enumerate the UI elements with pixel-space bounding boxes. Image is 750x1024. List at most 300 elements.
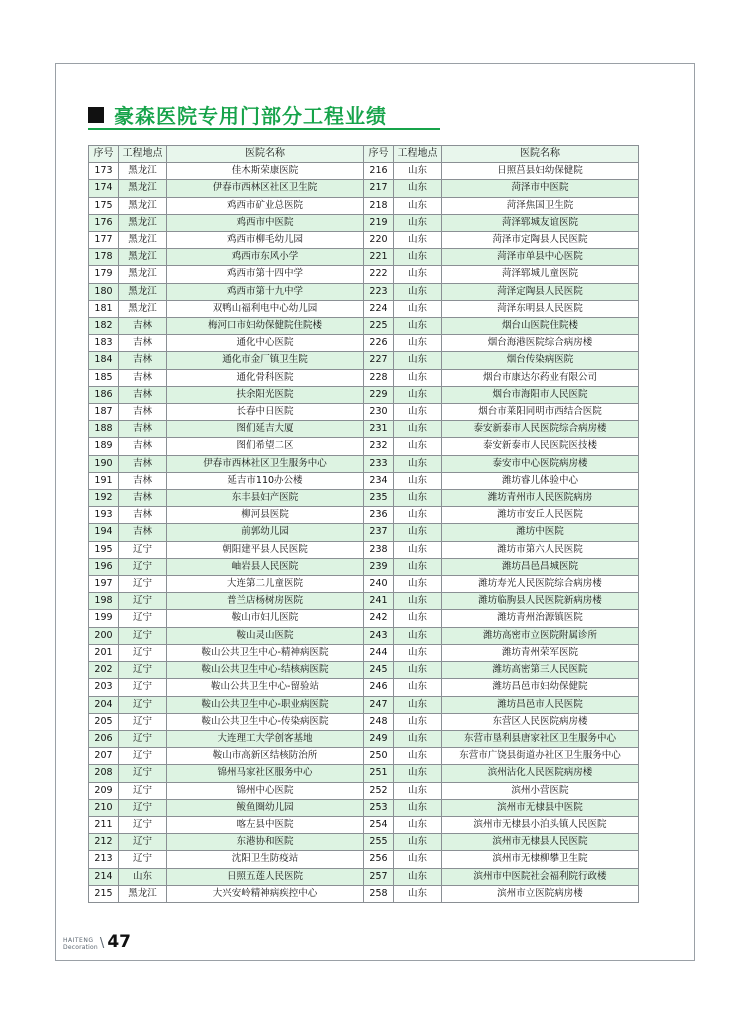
cell-index-right: 240: [364, 576, 394, 593]
cell-index-right: 234: [364, 472, 394, 489]
cell-index-right: 254: [364, 816, 394, 833]
cell-index-left: 180: [89, 283, 119, 300]
cell-location-right: 山东: [394, 662, 442, 679]
cell-location-right: 山东: [394, 730, 442, 747]
header-cell-hospital-left: 医院名称: [167, 146, 364, 163]
table-row: [89, 163, 639, 180]
cell-hospital-right: 潍坊临朐县人民医院新病房楼: [442, 593, 639, 610]
cell-location-right: 山东: [394, 197, 442, 214]
cell-location-left: 黑龙江: [119, 180, 167, 197]
cell-location-left: 辽宁: [119, 816, 167, 833]
cell-hospital-left: 鸡西市中医院: [167, 214, 364, 231]
table-row: [89, 834, 639, 851]
header-cell-hospital-right: 医院名称: [442, 146, 639, 163]
table-row: [89, 352, 639, 369]
cell-location-right: 山东: [394, 799, 442, 816]
table-row: [89, 885, 639, 902]
cell-index-right: 242: [364, 610, 394, 627]
cell-hospital-left: 伊春市西林社区卫生服务中心: [167, 455, 364, 472]
cell-index-left: 181: [89, 300, 119, 317]
cell-hospital-left: 岫岩县人民医院: [167, 558, 364, 575]
cell-location-left: 黑龙江: [119, 300, 167, 317]
square-bullet-icon: [88, 107, 104, 123]
cell-hospital-left: 鞍山公共卫生中心-职业病医院: [167, 696, 364, 713]
cell-location-right: 山东: [394, 507, 442, 524]
cell-index-right: 228: [364, 369, 394, 386]
cell-hospital-left: 大连理工大学创客基地: [167, 730, 364, 747]
table-row: [89, 868, 639, 885]
cell-location-left: 吉林: [119, 438, 167, 455]
table-row: [89, 249, 639, 266]
table-header-row: [89, 146, 639, 163]
cell-hospital-right: 菏泽市中医院: [442, 180, 639, 197]
cell-location-right: 山东: [394, 386, 442, 403]
cell-index-right: 245: [364, 662, 394, 679]
footer-slash: \: [99, 936, 105, 951]
cell-hospital-right: 潍坊寿光人民医院综合病房楼: [442, 576, 639, 593]
cell-index-left: 188: [89, 421, 119, 438]
cell-location-right: 山东: [394, 232, 442, 249]
cell-location-left: 辽宁: [119, 713, 167, 730]
cell-index-left: 194: [89, 524, 119, 541]
cell-location-left: 吉林: [119, 472, 167, 489]
cell-location-left: 辽宁: [119, 765, 167, 782]
cell-hospital-right: 潍坊昌邑昌城医院: [442, 558, 639, 575]
cell-hospital-right: 滨州市立医院病房楼: [442, 885, 639, 902]
cell-location-right: 山东: [394, 885, 442, 902]
cell-location-right: 山东: [394, 438, 442, 455]
cell-location-left: 山东: [119, 868, 167, 885]
cell-index-right: 233: [364, 455, 394, 472]
cell-index-left: 177: [89, 232, 119, 249]
cell-index-left: 199: [89, 610, 119, 627]
cell-index-right: 223: [364, 283, 394, 300]
cell-hospital-right: 菏泽焦国卫生院: [442, 197, 639, 214]
cell-location-left: 吉林: [119, 335, 167, 352]
cell-hospital-right: 东营市垦利县唐家社区卫生服务中心: [442, 730, 639, 747]
cell-hospital-left: 东港协和医院: [167, 834, 364, 851]
cell-location-left: 辽宁: [119, 558, 167, 575]
cell-index-left: 211: [89, 816, 119, 833]
cell-location-right: 山东: [394, 472, 442, 489]
cell-hospital-right: 菏泽东明县人民医院: [442, 300, 639, 317]
cell-hospital-left: 鸡西市第十四中学: [167, 266, 364, 283]
cell-hospital-left: 通化中心医院: [167, 335, 364, 352]
cell-index-right: 249: [364, 730, 394, 747]
cell-index-right: 243: [364, 627, 394, 644]
table-row: [89, 180, 639, 197]
cell-location-left: 吉林: [119, 490, 167, 507]
cell-hospital-right: 泰安新泰市人民医院综合病房楼: [442, 421, 639, 438]
table-row: [89, 214, 639, 231]
cell-index-right: 221: [364, 249, 394, 266]
cell-index-right: 255: [364, 834, 394, 851]
cell-location-right: 山东: [394, 765, 442, 782]
cell-index-right: 250: [364, 748, 394, 765]
cell-location-left: 黑龙江: [119, 283, 167, 300]
cell-index-left: 213: [89, 851, 119, 868]
cell-hospital-right: 滨州沾化人民医院病房楼: [442, 765, 639, 782]
cell-index-left: 190: [89, 455, 119, 472]
cell-index-left: 176: [89, 214, 119, 231]
cell-index-right: 225: [364, 318, 394, 335]
header-cell-location-left: 工程地点: [119, 146, 167, 163]
cell-index-left: 210: [89, 799, 119, 816]
table-row: [89, 610, 639, 627]
cell-index-right: 256: [364, 851, 394, 868]
cell-location-right: 山东: [394, 404, 442, 421]
cell-index-right: 241: [364, 593, 394, 610]
cell-hospital-left: 伊春市西林区社区卫生院: [167, 180, 364, 197]
cell-index-right: 230: [364, 404, 394, 421]
cell-location-left: 黑龙江: [119, 249, 167, 266]
cell-location-left: 吉林: [119, 369, 167, 386]
cell-location-right: 山东: [394, 610, 442, 627]
table-row: [89, 782, 639, 799]
cell-location-right: 山东: [394, 541, 442, 558]
cell-hospital-right: 潍坊市第六人民医院: [442, 541, 639, 558]
table-row: [89, 490, 639, 507]
table-row: [89, 300, 639, 317]
table-row: [89, 765, 639, 782]
cell-hospital-right: 潍坊市安丘人民医院: [442, 507, 639, 524]
cell-hospital-right: 烟台海港医院综合病房楼: [442, 335, 639, 352]
table-row: [89, 627, 639, 644]
logo-line-2: Decoration: [63, 944, 98, 951]
cell-hospital-left: 鞍山灵山医院: [167, 627, 364, 644]
table-row: [89, 644, 639, 661]
cell-hospital-right: 滨州小营医院: [442, 782, 639, 799]
cell-hospital-left: 大连第二儿童医院: [167, 576, 364, 593]
cell-index-left: 202: [89, 662, 119, 679]
cell-index-left: 204: [89, 696, 119, 713]
cell-location-left: 辽宁: [119, 730, 167, 747]
table-row: [89, 816, 639, 833]
cell-index-left: 196: [89, 558, 119, 575]
cell-location-right: 山东: [394, 335, 442, 352]
cell-index-right: 244: [364, 644, 394, 661]
cell-hospital-left: 锦州马家社区服务中心: [167, 765, 364, 782]
cell-hospital-left: 通化骨科医院: [167, 369, 364, 386]
cell-index-left: 215: [89, 885, 119, 902]
cell-hospital-right: 滨州市无棣县人民医院: [442, 834, 639, 851]
table-row: [89, 558, 639, 575]
cell-index-left: 212: [89, 834, 119, 851]
cell-index-left: 200: [89, 627, 119, 644]
cell-hospital-left: 大兴安岭精神病疾控中心: [167, 885, 364, 902]
cell-location-left: 吉林: [119, 386, 167, 403]
cell-hospital-right: 东营市广饶县街道办社区卫生服务中心: [442, 748, 639, 765]
cell-index-left: 209: [89, 782, 119, 799]
cell-hospital-left: 锦州中心医院: [167, 782, 364, 799]
cell-hospital-left: 喀左县中医院: [167, 816, 364, 833]
cell-index-right: 247: [364, 696, 394, 713]
cell-index-right: 222: [364, 266, 394, 283]
table-row: [89, 369, 639, 386]
cell-location-left: 吉林: [119, 421, 167, 438]
cell-hospital-right: 菏泽郓城友谊医院: [442, 214, 639, 231]
cell-location-right: 山东: [394, 180, 442, 197]
cell-index-left: 201: [89, 644, 119, 661]
table-row: [89, 335, 639, 352]
cell-location-left: 辽宁: [119, 799, 167, 816]
cell-index-right: 251: [364, 765, 394, 782]
table-row: [89, 541, 639, 558]
cell-location-left: 黑龙江: [119, 232, 167, 249]
cell-index-left: 205: [89, 713, 119, 730]
cell-index-left: 186: [89, 386, 119, 403]
cell-index-right: 257: [364, 868, 394, 885]
cell-location-left: 辽宁: [119, 541, 167, 558]
table-row: [89, 730, 639, 747]
cell-index-right: 253: [364, 799, 394, 816]
cell-hospital-left: 鸡西市第十九中学: [167, 283, 364, 300]
cell-hospital-left: 鞍山公共卫生中心-留验站: [167, 679, 364, 696]
cell-index-left: 192: [89, 490, 119, 507]
cell-hospital-left: 普兰店杨树房医院: [167, 593, 364, 610]
cell-location-right: 山东: [394, 576, 442, 593]
cell-location-left: 黑龙江: [119, 214, 167, 231]
cell-location-left: 辽宁: [119, 644, 167, 661]
cell-hospital-right: 潍坊中医院: [442, 524, 639, 541]
cell-index-right: 248: [364, 713, 394, 730]
cell-hospital-right: 潍坊青州荣军医院: [442, 644, 639, 661]
cell-hospital-right: 烟台山医院住院楼: [442, 318, 639, 335]
table-row: [89, 283, 639, 300]
table-row: [89, 679, 639, 696]
cell-hospital-right: 潍坊昌邑市人民医院: [442, 696, 639, 713]
table-row: [89, 507, 639, 524]
cell-location-right: 山东: [394, 283, 442, 300]
cell-index-right: 231: [364, 421, 394, 438]
cell-hospital-right: 滨州市中医院社会福利院行政楼: [442, 868, 639, 885]
cell-hospital-left: 鸡西市东风小学: [167, 249, 364, 266]
table-row: [89, 748, 639, 765]
cell-index-right: 239: [364, 558, 394, 575]
cell-hospital-left: 沈阳卫生防疫站: [167, 851, 364, 868]
table-row: [89, 851, 639, 868]
cell-hospital-right: 烟台传染病医院: [442, 352, 639, 369]
cell-location-right: 山东: [394, 713, 442, 730]
cell-index-left: 203: [89, 679, 119, 696]
cell-location-left: 吉林: [119, 524, 167, 541]
cell-location-right: 山东: [394, 318, 442, 335]
cell-hospital-left: 双鸭山福利电中心幼儿园: [167, 300, 364, 317]
table-row: [89, 472, 639, 489]
cell-location-left: 黑龙江: [119, 197, 167, 214]
cell-location-right: 山东: [394, 369, 442, 386]
cell-location-left: 吉林: [119, 352, 167, 369]
cell-index-right: 227: [364, 352, 394, 369]
cell-hospital-right: 烟台市海阳市人民医院: [442, 386, 639, 403]
table-body: [89, 163, 639, 903]
cell-hospital-right: 潍坊昌邑市妇幼保健院: [442, 679, 639, 696]
cell-hospital-left: 鞍山市妇儿医院: [167, 610, 364, 627]
cell-location-right: 山东: [394, 300, 442, 317]
cell-hospital-left: 鞍山市高新区结核防治所: [167, 748, 364, 765]
table-header: [89, 146, 639, 163]
table-row: [89, 662, 639, 679]
page-title: [88, 100, 387, 129]
cell-hospital-left: 通化市金厂镇卫生院: [167, 352, 364, 369]
cell-location-left: 辽宁: [119, 851, 167, 868]
page-title-text: 豪森医院专用门部分工程业绩: [114, 104, 387, 128]
cell-location-right: 山东: [394, 352, 442, 369]
cell-hospital-left: 扶余阳光医院: [167, 386, 364, 403]
cell-index-right: 220: [364, 232, 394, 249]
table-row: [89, 455, 639, 472]
cell-index-left: 208: [89, 765, 119, 782]
cell-hospital-left: 鸡西市矿业总医院: [167, 197, 364, 214]
table-row: [89, 696, 639, 713]
cell-index-left: 214: [89, 868, 119, 885]
table-row: [89, 232, 639, 249]
cell-index-left: 198: [89, 593, 119, 610]
cell-hospital-right: 潍坊青州市人民医院病房: [442, 490, 639, 507]
cell-location-left: 吉林: [119, 404, 167, 421]
cell-hospital-right: 菏泽郓城儿童医院: [442, 266, 639, 283]
cell-hospital-right: 菏泽市单县中心医院: [442, 249, 639, 266]
cell-location-left: 黑龙江: [119, 163, 167, 180]
cell-index-right: 229: [364, 386, 394, 403]
cell-hospital-right: 潍坊睿儿体验中心: [442, 472, 639, 489]
cell-location-right: 山东: [394, 696, 442, 713]
cell-hospital-right: 东营区人民医院病房楼: [442, 713, 639, 730]
cell-hospital-right: 滨州市无棣县小泊头镇人民医院: [442, 816, 639, 833]
cell-index-right: 217: [364, 180, 394, 197]
cell-index-left: 191: [89, 472, 119, 489]
cell-hospital-left: 柳河县医院: [167, 507, 364, 524]
cell-location-left: 黑龙江: [119, 885, 167, 902]
table-row: [89, 713, 639, 730]
cell-hospital-right: 菏泽市定陶县人民医院: [442, 232, 639, 249]
cell-location-right: 山东: [394, 266, 442, 283]
cell-index-left: 174: [89, 180, 119, 197]
cell-location-right: 山东: [394, 644, 442, 661]
cell-hospital-left: 东丰县妇产医院: [167, 490, 364, 507]
cell-index-left: 193: [89, 507, 119, 524]
cell-hospital-left: 鞍山公共卫生中心-结核病医院: [167, 662, 364, 679]
cell-hospital-left: 延吉市110办公楼: [167, 472, 364, 489]
cell-index-left: 185: [89, 369, 119, 386]
table-row: [89, 197, 639, 214]
cell-location-right: 山东: [394, 524, 442, 541]
cell-index-left: 189: [89, 438, 119, 455]
cell-index-right: 258: [364, 885, 394, 902]
cell-index-left: 187: [89, 404, 119, 421]
cell-index-right: 236: [364, 507, 394, 524]
cell-hospital-left: 图们延吉大厦: [167, 421, 364, 438]
cell-location-right: 山东: [394, 593, 442, 610]
cell-hospital-left: 长春中日医院: [167, 404, 364, 421]
cell-hospital-right: 潍坊高密市立医院附属诊所: [442, 627, 639, 644]
logo-line-1: HAITENG: [63, 937, 94, 944]
table-row: [89, 593, 639, 610]
cell-index-right: 252: [364, 782, 394, 799]
cell-hospital-right: 烟台市莱阳同明市西结合医院: [442, 404, 639, 421]
cell-hospital-right: 日照莒县妇幼保健院: [442, 163, 639, 180]
cell-location-left: 辽宁: [119, 679, 167, 696]
cell-location-right: 山东: [394, 679, 442, 696]
page-number: 47: [107, 932, 131, 952]
table-row: [89, 524, 639, 541]
cell-hospital-left: 梅河口市妇幼保健院住院楼: [167, 318, 364, 335]
cell-hospital-right: 泰安新泰市人民医院医技楼: [442, 438, 639, 455]
cell-index-left: 178: [89, 249, 119, 266]
cell-index-right: 226: [364, 335, 394, 352]
cell-location-left: 吉林: [119, 455, 167, 472]
cell-location-left: 辽宁: [119, 696, 167, 713]
table-row: [89, 386, 639, 403]
table-row: [89, 266, 639, 283]
table-row: [89, 576, 639, 593]
cell-location-right: 山东: [394, 163, 442, 180]
title-underline: [88, 128, 440, 130]
cell-location-right: 山东: [394, 816, 442, 833]
cell-index-left: 182: [89, 318, 119, 335]
cell-index-right: 238: [364, 541, 394, 558]
cell-location-right: 山东: [394, 455, 442, 472]
cell-hospital-right: 潍坊青州治源镇医院: [442, 610, 639, 627]
cell-location-right: 山东: [394, 782, 442, 799]
cell-index-left: 183: [89, 335, 119, 352]
cell-location-left: 辽宁: [119, 662, 167, 679]
cell-index-left: 179: [89, 266, 119, 283]
cell-index-right: 246: [364, 679, 394, 696]
cell-location-left: 吉林: [119, 318, 167, 335]
cell-location-left: 辽宁: [119, 593, 167, 610]
table-row: [89, 318, 639, 335]
cell-hospital-left: 图们希望二区: [167, 438, 364, 455]
cell-location-right: 山东: [394, 558, 442, 575]
cell-index-right: 224: [364, 300, 394, 317]
cell-location-right: 山东: [394, 214, 442, 231]
page-footer: [55, 934, 175, 951]
header-cell-index-right: 序号: [364, 146, 394, 163]
cell-index-left: 207: [89, 748, 119, 765]
cell-index-right: 216: [364, 163, 394, 180]
cell-hospital-right: 菏泽定陶县人民医院: [442, 283, 639, 300]
header-cell-index-left: 序号: [89, 146, 119, 163]
cell-location-right: 山东: [394, 249, 442, 266]
table-row: [89, 799, 639, 816]
cell-hospital-right: 滨州市无棣柳攀卫生院: [442, 851, 639, 868]
cell-hospital-left: 鸡西市柳毛幼儿园: [167, 232, 364, 249]
cell-index-left: 173: [89, 163, 119, 180]
cell-location-left: 辽宁: [119, 748, 167, 765]
cell-location-right: 山东: [394, 748, 442, 765]
cell-hospital-left: 前郭幼儿园: [167, 524, 364, 541]
cell-hospital-left: 鞍山公共卫生中心-精神病医院: [167, 644, 364, 661]
cell-location-left: 辽宁: [119, 782, 167, 799]
cell-index-left: 195: [89, 541, 119, 558]
cell-index-right: 218: [364, 197, 394, 214]
cell-index-left: 175: [89, 197, 119, 214]
cell-index-right: 232: [364, 438, 394, 455]
cell-location-right: 山东: [394, 627, 442, 644]
header-cell-location-right: 工程地点: [394, 146, 442, 163]
cell-hospital-right: 泰安市中心医院病房楼: [442, 455, 639, 472]
cell-hospital-left: 朝阳建平县人民医院: [167, 541, 364, 558]
cell-location-right: 山东: [394, 851, 442, 868]
company-logo: [55, 937, 98, 951]
cell-hospital-left: 日照五莲人民医院: [167, 868, 364, 885]
cell-hospital-right: 烟台市康达尔药业有限公司: [442, 369, 639, 386]
cell-index-right: 237: [364, 524, 394, 541]
cell-location-left: 辽宁: [119, 834, 167, 851]
cell-hospital-left: 佳木斯荣康医院: [167, 163, 364, 180]
cell-location-left: 吉林: [119, 507, 167, 524]
